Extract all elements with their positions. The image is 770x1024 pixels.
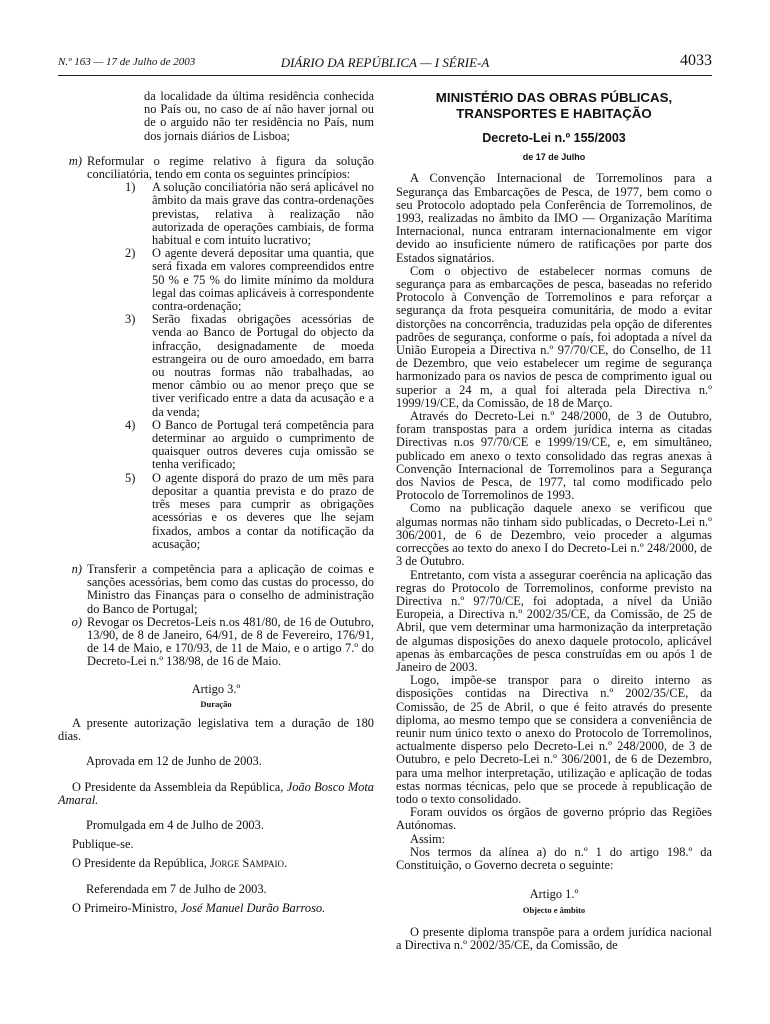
preamble-paragraph: Através do Decreto-Lei n.º 248/2000, de 3 de Outubro, foram transpostas para a ordem jurídica interna as citadas Directivas n.os 97/70/CE e 1999/19/CE, e, em simultâneo, publicado em anexo o texto consolidado das regras anexas à Convenção Internacional de Torremolinos para a Segurança dos Navios de Pesca, de 1977, tal como modificado pelo Protocolo de Torremolinos de 1993. (396, 409, 712, 503)
approved-date: Aprovada em 12 de Junho de 2003. (86, 754, 262, 769)
sub-item-number: 5) (125, 470, 136, 485)
sub-item-text: O agente deverá depositar uma quantia, que será fixada em valores compreendidos entre 50 % e 75 % do limite mínimo da moldura legal das coimas aplicáveis à correspondente contra-ordenação; (152, 246, 374, 314)
promulgated-date: Promulgada em 4 de Julho de 2003. (86, 817, 264, 832)
sub-item-number: 2) (125, 246, 136, 261)
publish-line: Publique-se. (72, 837, 134, 852)
sub-item-text: A solução conciliatória não será aplicável no âmbito da mais grave das contra-ordenações previstas, relativa à realização não autorizada de operações cambiais, de forma habitual e com intuito lucrativo; (152, 180, 374, 248)
issue-date: N.º 163 — 17 de Julho de 2003 (58, 56, 196, 68)
preamble (396, 172, 712, 872)
sub-item-number: 1) (125, 180, 136, 195)
preamble-paragraph: Entretanto, com vista a assegurar coerência na aplicação das regras do Protocolo de Torremolinos, conforme previsto na Directiva n.º 97/70/CE, foi adoptada, a nível da União Europeia, a Directiva n.º 2002/35/CE, da Comissão, de 25 de Abril, que vem determinar uma harmonização da interpretação de algumas disposições do anexo daquele protocolo, aplicável apenas às embarcações de pesca construídas em ou após 1 de Janeiro de 2003. (396, 567, 712, 674)
article-3-heading: Artigo 3.º (191, 681, 241, 696)
preamble-paragraph: Foram ouvidos os órgãos de governo próprio das Regiões Autónomas. (396, 805, 712, 833)
preamble-paragraph: Logo, impõe-se transpor para o direito interno as disposições contidas na Directiva n.º 2002/35/CE, da Comissão, de 25 de Abril, o que é feito através do presente diploma, ao mesmo tempo que se considera a conveniência de reunir num único texto o anexo do Protocolo de Torremolinos, actualmente disperso pelo Decreto-Lei n.º 248/2000, de 3 de Outubro, e pelo Decreto-Lei n.º 306/2001, de 6 de Dezembro, para uma melhor interpretação, utilização e aplicação de todas estas normas técnicas, pelo que se procede à republicação de todo o texto consolidado. (396, 673, 712, 806)
referenced-date: Referendada em 7 de Julho de 2003. (86, 881, 267, 896)
article-1-title: Objecto e âmbito (522, 905, 586, 916)
item-o (58, 616, 374, 669)
preamble-paragraph: Nos termos da alínea a) do n.º 1 do artigo 198.º da Constituição, o Governo decreta o seguinte: (396, 844, 712, 872)
item-n (58, 563, 374, 616)
left-column (58, 90, 374, 915)
item-mark: n) (71, 561, 82, 576)
preamble-paragraph: Com o objectivo de estabelecer normas comuns de segurança para as embarcações de pesca, baseadas no referido Protocolo à Convenção de Torremolinos e para reforçar a segurança da frota pesqueira comunitária, de modo a evitar distorções na concorrência, traduzidas pela opção de diferentes padrões de segurança, conforme o país, foi adoptada a nível da União Europeia a Directiva n.º 97/70/CE, do Conselho, de 11 de Dezembro, que veio estabelecer um regime de segurança harmonizado para os navios de pesca de comprimento igual ou superior a 24 m, a qual foi alterada pela Directiva n.º 1999/19/CE, da Comissão, de 18 de Março. (396, 263, 712, 410)
sub-item (125, 181, 374, 247)
item-m (58, 155, 374, 551)
right-column (396, 90, 712, 952)
prime-minister-signature: O Primeiro-Ministro, José Manuel Durão Barroso. (72, 900, 326, 915)
item-mark: m) (68, 153, 82, 168)
continuation-text: da localidade da última residência conhecida no País ou, no caso de aí não haver jornal ou de o arguido não ter residência no País, num dos jornais diários de Lisboa; (144, 89, 374, 143)
decree-date: de 17 de Julho (522, 152, 586, 163)
page-number: 4033 (680, 52, 712, 69)
sub-item (125, 313, 374, 419)
sub-item-text: O agente disporá do prazo de um mês para depositar a quantia prevista e do prazo de três meses para cumprir as obrigações acessórias e os deveres que lhe sejam fixados, ambos a contar da notificação da acusação; (152, 470, 374, 551)
item-text: Transferir a competência para a aplicação de coimas e sanções acessórias, bem como das custas do processo, do Ministro das Finanças para o conselho de administração do Banco de Portugal; (87, 561, 374, 616)
sub-item-text: Serão fixadas obrigações acessórias de venda ao Banco de Portugal do objecto da infracção, designadamente de moeda estrangeira ou de ouro amoedado, em barra ou noutras formas não trabalhadas, ao menor câmbio ou ao menor preço que se tiver verificado entre a data da acusação e a da venda; (152, 312, 374, 419)
sub-item-number: 4) (125, 417, 136, 432)
article-1-text: O presente diploma transpõe para a ordem jurídica nacional a Directiva n.º 2002/35/CE, da Comissão, de (396, 924, 712, 952)
assembly-signature: O Presidente da Assembleia da República, João Bosco Mota Amaral. (58, 779, 374, 807)
article-3-title: Duração (200, 698, 232, 709)
sub-item-text: O Banco de Portugal terá competência para determinar ao arguido o cumprimento de quaisquer outros deveres cuja omissão se tenha verificado; (152, 417, 374, 472)
sub-item-number: 3) (125, 312, 136, 327)
ministry-title: MINISTÉRIO DAS OBRAS PÚBLICAS, TRANSPORTES E HABITAÇÃO (435, 90, 673, 121)
republic-signature: O Presidente da República, Jorge Sampaio. (72, 856, 288, 871)
preamble-paragraph: Como na publicação daquele anexo se verificou que algumas normas não tinham sido publicadas, o Decreto-Lei n.º 306/2001, de 6 de Dezembro, veio proceder a algumas correcções ao texto do anexo I do Decreto-Lei n.º 248/2000, de 3 de Outubro. (396, 501, 712, 569)
item-text: Revogar os Decretos-Leis n.os 481/80, de 16 de Outubro, 13/90, de 8 de Janeiro, 64/91, de 8 de Fevereiro, 176/91, de 14 de Maio, e 170/93, de 11 de Maio, e o artigo 7.º do Decreto-Lei n.º 138/98, de 16 de Maio. (87, 614, 374, 669)
item-mark: o) (71, 614, 82, 629)
sub-items (87, 181, 374, 551)
header-rule (58, 75, 712, 76)
sub-item (125, 472, 374, 551)
sub-item (125, 247, 374, 313)
sub-item (125, 419, 374, 472)
preamble-paragraph: Assim: (410, 831, 446, 846)
article-3-text: A presente autorização legislativa tem a duração de 180 dias. (58, 715, 374, 744)
decree-title: Decreto-Lei n.º 155/2003 (482, 131, 626, 145)
journal-title: DIÁRIO DA REPÚBLICA — I SÉRIE-A (280, 55, 490, 70)
item-text: Reformular o regime relativo à figura da solução conciliatória, tendo em conta os seguintes princípios: (87, 153, 374, 182)
page-header (58, 52, 712, 72)
article-1-heading: Artigo 1.º (529, 887, 579, 902)
preamble-paragraph: A Convenção Internacional de Torremolinos para a Segurança das Embarcações de Pesca, de 1977, bem como o seu Protocolo adoptado pela Conferência de Torremolinos, de 1993, realizadas no âmbito da IMO — Organização Marítima Internacional, nunca entraram internacionalmente em vigor devido ao insuficiente número de ratificações por parte dos Estados signatários. (396, 171, 712, 265)
